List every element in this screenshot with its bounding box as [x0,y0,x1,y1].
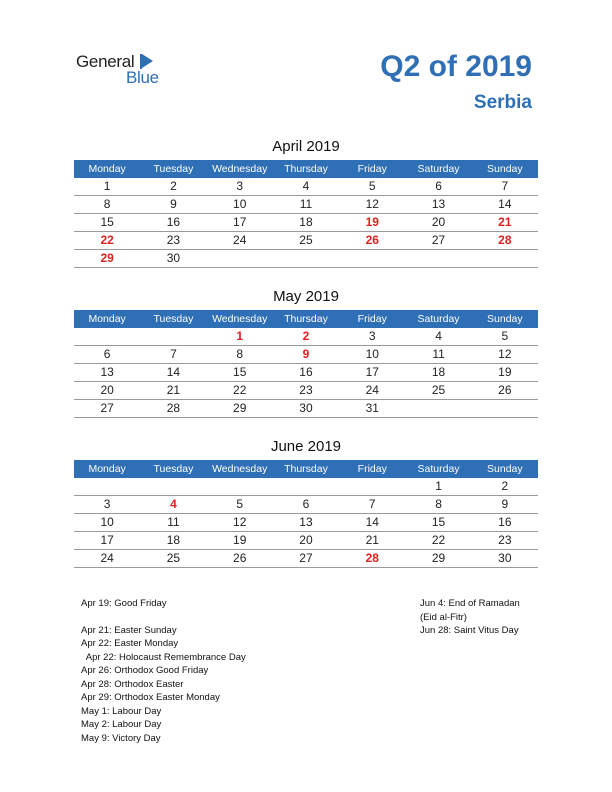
day-cell: 7 [170,347,177,361]
day-cell: 3 [103,497,111,511]
weekday-label: Wednesday [212,313,268,325]
empty-day-cell [207,478,273,495]
empty-day-cell [472,250,538,267]
day-cell: 14 [365,515,379,529]
day-cell: 8 [236,347,244,361]
week-row [74,478,538,496]
weekday-label: Monday [88,163,126,175]
week-row [74,400,538,418]
calendar-grid [74,478,538,568]
weekday-label: Monday [88,463,126,475]
weekday-label: Tuesday [153,163,194,175]
day-cell: 5 [368,179,376,193]
day-cell: 29 [431,551,446,565]
month-title: June 2019 [270,438,342,455]
day-cell: 13 [431,197,446,211]
weekday-label: Friday [357,313,387,325]
day-cell: 30 [299,401,313,415]
country-name: Serbia [473,92,532,113]
month-title: April 2019 [272,138,340,155]
day-cell: 24 [100,551,114,565]
holiday-item: Apr 22: Holocaust Remembrance Day [81,651,246,663]
logo-blue-text: Blue [126,68,159,87]
day-cell: 3 [368,329,376,343]
day-cell: 19 [365,215,379,229]
day-cell: 30 [498,551,512,565]
month-may [74,286,538,418]
day-cell: 23 [498,533,512,547]
day-cell: 7 [368,497,376,511]
day-cell: 21 [365,533,379,547]
holiday-item: (Eid al-Fitr) [420,611,467,623]
week-row [74,196,538,214]
day-cell: 22 [233,383,247,397]
day-cell: 31 [365,401,379,415]
day-cell: 20 [100,383,114,397]
day-cell: 29 [233,401,247,415]
calendar-grid [74,178,538,268]
empty-day-cell [273,478,339,495]
day-cell: 26 [233,551,247,565]
month-june [74,436,538,568]
day-cell: 16 [498,515,512,529]
empty-day-cell [140,328,206,345]
day-cell: 20 [431,215,446,229]
day-cell: 28 [498,233,512,247]
holiday-item: Apr 22: Easter Monday [81,638,179,649]
day-cell: 4 [302,179,310,193]
day-cell: 1 [435,479,442,493]
day-cell: 15 [100,215,114,229]
day-cell: 28 [365,551,379,565]
day-cell: 19 [498,365,512,379]
day-cell: 27 [299,551,313,565]
day-cell: 8 [103,197,111,211]
weekday-label: Thursday [284,163,328,175]
day-cell: 10 [233,197,247,211]
holiday-item: Apr 26: Orthodox Good Friday [81,665,209,676]
holiday-item: Jun 28: Saint Vitus Day [420,625,519,636]
weekday-label: Saturday [417,463,460,475]
day-cell: 27 [431,233,446,247]
day-cell: 11 [432,347,445,361]
logo-flag-icon [142,54,153,68]
holiday-list-right [420,597,520,638]
day-cell: 11 [299,197,313,211]
weekday-header [74,460,538,478]
day-cell: 14 [498,197,512,211]
week-row [74,532,538,550]
day-cell: 25 [431,383,446,397]
day-cell: 6 [435,179,442,193]
day-cell: 26 [498,383,512,397]
weekday-label: Saturday [417,163,460,175]
day-cell: 2 [302,329,310,343]
day-cell: 26 [365,233,379,247]
day-cell: 9 [501,497,509,511]
day-cell: 1 [103,179,111,193]
holiday-list-left [81,597,246,745]
week-row [74,250,538,268]
empty-day-cell [207,250,273,267]
empty-day-cell [405,250,471,267]
weekday-header [74,310,538,328]
day-cell: 9 [170,197,177,211]
week-row [74,496,538,514]
weekday-label: Sunday [487,463,523,475]
week-row [74,232,538,250]
day-cell: 18 [299,215,313,229]
day-cell: 18 [166,533,181,547]
day-cell: 7 [501,179,509,193]
week-row [74,514,538,532]
day-cell: 11 [167,515,180,529]
day-cell: 28 [166,401,181,415]
week-row [74,328,538,346]
general-blue-logo [76,52,176,88]
day-cell: 12 [233,515,247,529]
weekday-label: Tuesday [153,313,194,325]
day-cell: 9 [302,347,310,361]
week-row [74,214,538,232]
day-cell: 24 [233,233,247,247]
empty-day-cell [405,400,471,417]
day-cell: 15 [431,515,446,529]
weekday-label: Sunday [487,313,523,325]
day-cell: 2 [170,179,177,193]
day-cell: 27 [100,401,114,415]
day-cell: 25 [166,551,181,565]
logo-general-text: General [76,52,135,71]
empty-day-cell [140,478,206,495]
day-cell: 17 [365,365,379,379]
empty-day-cell [74,478,140,495]
weekday-label: Wednesday [212,463,268,475]
month-april [74,136,538,268]
day-cell: 6 [302,497,310,511]
day-cell: 29 [100,251,114,265]
page-title: Q2 of 2019 [380,50,532,83]
weekday-label: Thursday [284,463,328,475]
day-cell: 30 [166,251,181,265]
day-cell: 19 [233,533,247,547]
day-cell: 14 [166,365,181,379]
day-cell: 3 [236,179,244,193]
month-title: May 2019 [273,288,339,305]
day-cell: 21 [498,215,512,229]
empty-day-cell [74,328,140,345]
list-spacer [81,611,246,624]
day-cell: 6 [103,347,111,361]
weekday-label: Thursday [284,313,328,325]
day-cell: 12 [498,347,512,361]
day-cell: 1 [236,329,244,343]
day-cell: 10 [365,347,379,361]
day-cell: 23 [166,233,181,247]
day-cell: 16 [299,365,313,379]
day-cell: 5 [501,329,509,343]
day-cell: 4 [435,329,442,343]
day-cell: 16 [166,215,181,229]
day-cell: 25 [299,233,313,247]
weekday-label: Wednesday [212,163,268,175]
day-cell: 20 [299,533,313,547]
day-cell: 17 [100,533,114,547]
empty-day-cell [472,400,538,417]
week-row [74,364,538,382]
day-cell: 24 [365,383,379,397]
day-cell: 13 [299,515,313,529]
empty-day-cell [339,250,405,267]
calendar-grid [74,328,538,418]
holiday-item: May 1: Labour Day [81,705,162,717]
weekday-label: Saturday [417,313,460,325]
day-cell: 18 [431,365,446,379]
day-cell: 12 [365,197,379,211]
holiday-item: Apr 19: Good Friday [81,598,167,609]
day-cell: 17 [233,215,247,229]
weekday-label: Monday [88,313,126,325]
day-cell: 23 [299,383,313,397]
day-cell: 21 [166,383,181,397]
weekday-label: Friday [357,163,387,175]
week-row [74,178,538,196]
day-cell: 13 [100,365,114,379]
day-cell: 5 [236,497,244,511]
day-cell: 8 [435,497,442,511]
weekday-label: Tuesday [153,463,194,475]
holiday-item: Apr 28: Orthodox Easter [81,678,184,690]
holiday-item: Apr 21: Easter Sunday [81,624,177,636]
week-row [74,382,538,400]
day-cell: 4 [170,497,177,511]
weekday-header [74,160,538,178]
holiday-item: Apr 29: Orthodox Easter Monday [81,692,220,703]
holiday-item: May 2: Labour Day [81,719,162,730]
weekday-label: Friday [357,463,387,475]
empty-day-cell [339,478,405,495]
day-cell: 22 [431,533,446,547]
day-cell: 15 [233,365,247,379]
day-cell: 10 [100,515,114,529]
week-row [74,346,538,364]
weekday-label: Sunday [487,163,523,175]
holiday-item: Jun 4: End of Ramadan [420,598,520,609]
holiday-item: May 9: Victory Day [81,732,161,744]
day-cell: 2 [501,479,509,493]
week-row [74,550,538,568]
empty-day-cell [273,250,339,267]
day-cell: 22 [100,233,114,247]
